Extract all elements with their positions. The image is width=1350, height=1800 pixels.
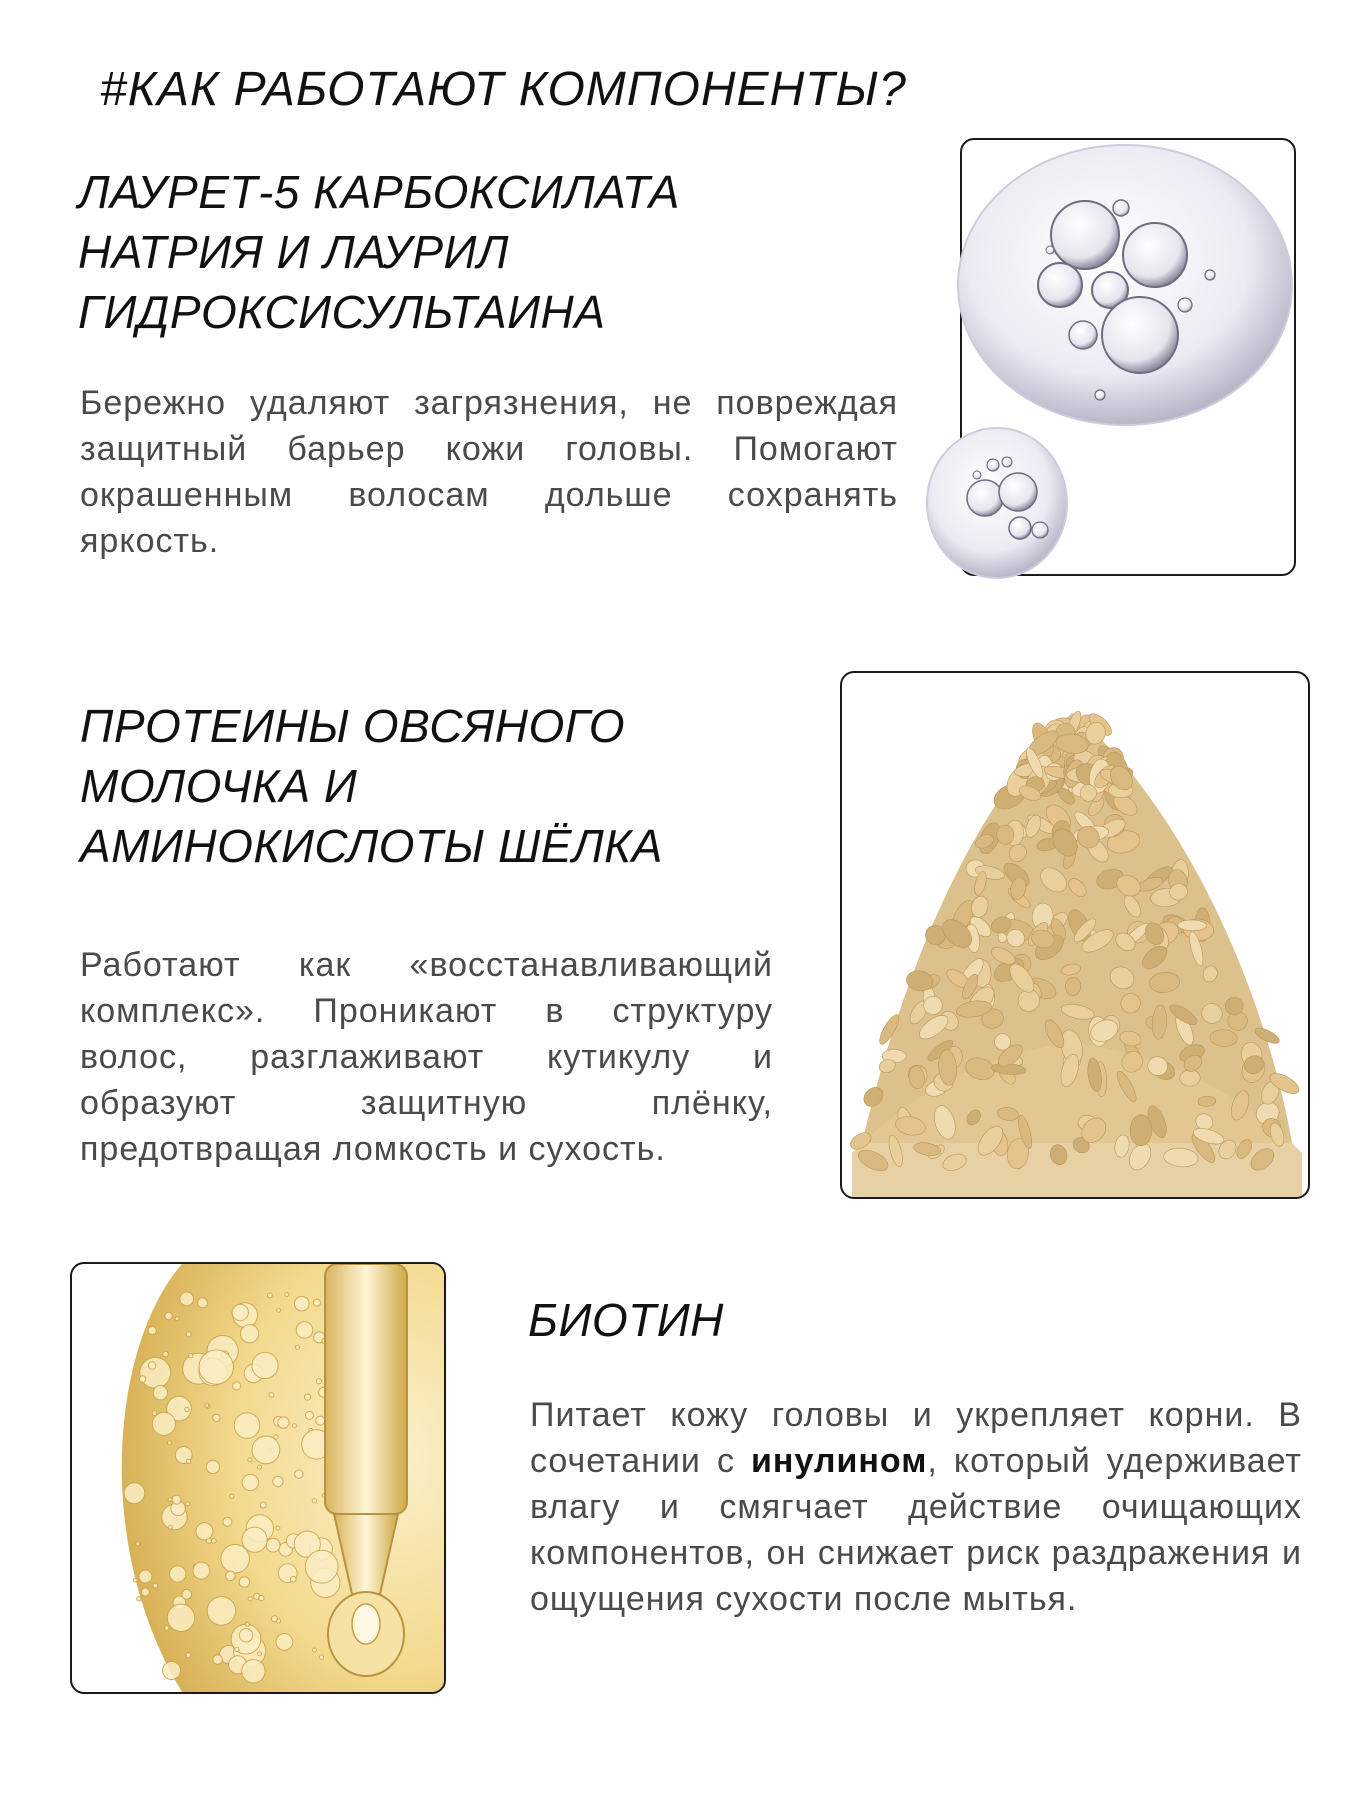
serum-bubble [252, 1352, 278, 1378]
gel-drops-image [915, 140, 1295, 610]
page-title: #КАК РАБОТАЮТ КОМПОНЕНТЫ? [100, 63, 907, 116]
serum-bubble [196, 1523, 213, 1540]
serum-bubble [167, 1441, 171, 1445]
oat-flake [1130, 1115, 1152, 1146]
serum-bubble [153, 1386, 167, 1400]
serum-bubble [168, 1498, 172, 1502]
serum-bubble [259, 1595, 264, 1600]
serum-bubble [213, 1414, 220, 1421]
serum-bubble [182, 1589, 192, 1599]
serum-bubble [186, 1653, 191, 1658]
serum-bubble [245, 1622, 249, 1626]
serum-bubble [213, 1655, 223, 1665]
serum-bubble [290, 1576, 296, 1582]
section-2-body: Работают как «восстанавливающий комплекс». Проникают в структуру волос, разглаживают кутикулу и образуют защитную плёнку, предотвращая ломкость и сухость. [80, 946, 773, 1168]
serum-bubble [152, 1412, 175, 1435]
serum-bubble [252, 1436, 280, 1464]
serum-bubble [193, 1562, 210, 1579]
serum-bubble [136, 1542, 140, 1546]
serum-bubble [242, 1527, 267, 1552]
serum-bubble [205, 1404, 209, 1408]
serum-bubble [273, 1476, 283, 1486]
serum-bubble [296, 1322, 313, 1339]
body-text-start: Питает кожу головы и укрепляет корни. В сочетании с [530, 1396, 1302, 1480]
body-text-end: , который удерживает влагу и смягчает действие очищающих компонентов, он снижает риск раздражения и ощущения сухости после мытья. [530, 1442, 1303, 1618]
serum-bubble [248, 1458, 252, 1462]
serum-bubble [139, 1570, 152, 1583]
heading-line: БИОТИН [528, 1294, 724, 1346]
serum-bubble [266, 1538, 280, 1552]
section-1-body: Бережно удаляют загрязнения, не повреждая защитный барьер кожи головы. Помогают окрашенным волосам дольше сохранять яркость. [80, 384, 898, 560]
serum-bubble [305, 1411, 313, 1419]
serum-bubble [180, 1292, 194, 1306]
serum-bubble [269, 1393, 274, 1398]
serum-bubble [187, 1459, 191, 1463]
serum-bubble [276, 1634, 293, 1651]
serum-bubble [235, 1647, 239, 1651]
serum-bubble [148, 1362, 156, 1370]
serum-bubble [226, 1571, 236, 1581]
serum-bubble [137, 1597, 141, 1601]
serum-bubble [198, 1298, 208, 1308]
serum-bubble [285, 1293, 289, 1297]
serum-bubble [233, 1382, 241, 1390]
serum-bubble [163, 1351, 169, 1357]
section-3-heading [528, 1290, 1228, 1350]
serum-bubble [267, 1293, 272, 1298]
serum-bubble [305, 1550, 338, 1583]
serum-bubble [239, 1629, 252, 1642]
serum-bubble [139, 1376, 146, 1383]
serum-bubble [241, 1325, 259, 1343]
serum-bubble [207, 1597, 236, 1626]
serum-bubble [316, 1416, 325, 1425]
inulin-highlight: инулином [751, 1442, 928, 1480]
serum-bubble [317, 1379, 322, 1384]
serum-bubble [168, 1525, 172, 1529]
serum-bubble [175, 1317, 179, 1321]
oat-flakes-image [842, 673, 1308, 1197]
heading-line: МОЛОЧКА И [80, 760, 358, 812]
serum-bubble [295, 1470, 303, 1478]
serum-bubble [319, 1655, 323, 1659]
serum-bubble [295, 1296, 310, 1311]
serum-bubble [223, 1517, 232, 1526]
oat-image-frame [840, 671, 1310, 1199]
serum-bubble [271, 1616, 277, 1622]
serum-bubble [312, 1499, 316, 1503]
serum-bubble [242, 1660, 265, 1683]
serum-bubble [258, 1652, 262, 1656]
serum-bubble [133, 1578, 137, 1582]
heading-line: ГИДРОКСИСУЛЬТАИНА [78, 286, 606, 338]
serum-bubble [170, 1566, 186, 1582]
serum-bubble [230, 1494, 234, 1498]
serum-bubble [189, 1354, 193, 1358]
serum-bubble [140, 1357, 171, 1388]
serum-pipette-image [72, 1264, 444, 1692]
serum-bubble [305, 1394, 311, 1400]
serum-bubble [232, 1304, 248, 1320]
serum-bubble [242, 1474, 258, 1490]
serum-bubble [239, 1577, 250, 1588]
serum-bubble [276, 1526, 280, 1530]
oat-flake [1179, 1070, 1200, 1087]
serum-bubble [248, 1597, 252, 1601]
serum-bubble [295, 1345, 299, 1349]
serum-bubble [313, 1299, 320, 1306]
section-1-heading [78, 162, 778, 342]
serum-bubble [165, 1626, 169, 1630]
serum-image-frame [70, 1262, 446, 1694]
serum-bubble [234, 1413, 260, 1439]
serum-bubble [172, 1495, 181, 1504]
serum-bubble [141, 1588, 149, 1596]
heading-line: ЛАУРЕТ-5 КАРБОКСИЛАТА [78, 166, 680, 218]
serum-bubble [186, 1502, 190, 1506]
serum-bubble [258, 1465, 262, 1469]
serum-bubble [167, 1604, 194, 1631]
serum-bubble [165, 1312, 172, 1319]
serum-bubble [148, 1327, 156, 1335]
serum-bubble [153, 1583, 158, 1588]
serum-bubble [185, 1407, 189, 1411]
serum-bubble [199, 1350, 233, 1384]
serum-bubble [292, 1424, 296, 1428]
serum-bubble [212, 1539, 217, 1544]
serum-bubble [163, 1662, 181, 1680]
heading-line: АМИНОКИСЛОТЫ ШЁЛКА [80, 820, 663, 872]
serum-bubble [186, 1332, 191, 1337]
serum-bubble [274, 1435, 278, 1439]
section-3-body [530, 1392, 1302, 1622]
heading-line: ПРОТЕИНЫ ОВСЯНОГО [80, 700, 626, 752]
oat-flake [1177, 920, 1206, 931]
serum-bubble [124, 1483, 145, 1504]
serum-bubble [313, 1648, 317, 1652]
serum-bubble [206, 1460, 219, 1473]
heading-line: НАТРИЯ И ЛАУРИЛ [78, 226, 509, 278]
serum-bubble [278, 1417, 289, 1428]
serum-bubble [277, 1308, 281, 1312]
serum-bubble [260, 1502, 266, 1508]
section-2-heading [80, 696, 780, 876]
